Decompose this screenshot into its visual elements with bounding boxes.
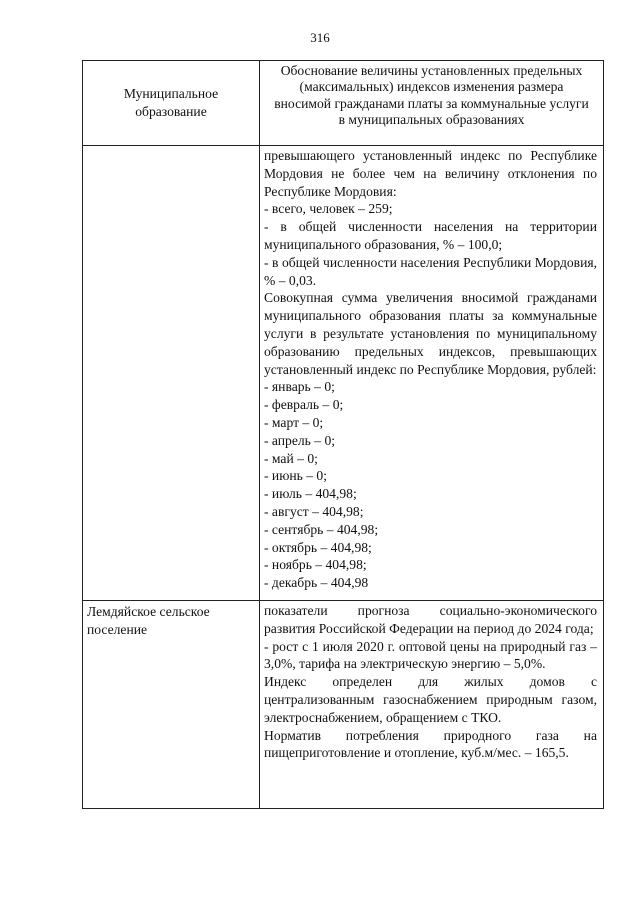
paragraph: показатели прогноза социально-экономического развития Российской Федерации на период до 2024 года; <box>264 603 597 636</box>
month-item: - январь – 0; <box>264 379 335 395</box>
month-item: - февраль – 0; <box>264 397 344 413</box>
list-item: - рост с 1 июля 2020 г. оптовой цены на природный газ – 3,0%, тарифа на электрическую энергию – 5,0%. <box>264 638 597 672</box>
header-justification-label: Обоснование величины установленных предельных (максимальных) индексов изменения размера вносимой гражданами платы за коммунальные услуги в муниципальных образованиях <box>274 63 589 128</box>
month-item: - декабрь – 404,98 <box>264 575 369 591</box>
month-item: - июнь – 0; <box>264 468 327 484</box>
month-item: - ноябрь – 404,98; <box>264 557 367 573</box>
paragraph: Индекс определен для жилых домов с централизованным газоснабжением природным газом, электроснабжением, обращением с ТКО. <box>264 674 597 725</box>
month-item: - сентябрь – 404,98; <box>264 521 379 537</box>
paragraph: превышающего установленный индекс по Республике Мордовия не более чем на величину отклонения по Республике Мордовия: <box>264 148 597 199</box>
justification-cell <box>260 146 604 601</box>
header-municipality-label: Муниципальное образование <box>123 86 219 119</box>
table-header-row <box>83 61 604 146</box>
list-item: - в общей численности населения на территории муниципального образования, % – 100,0; <box>264 219 597 252</box>
month-item: - июль – 404,98; <box>264 486 357 502</box>
table-row <box>83 146 604 601</box>
month-item: - август – 404,98; <box>264 503 364 519</box>
header-municipality <box>83 61 260 146</box>
header-justification <box>260 61 604 146</box>
month-item: - октябрь – 404,98; <box>264 539 372 555</box>
paragraph: Совокупная сумма увеличения вносимой гражданами муниципального образования платы за коммунальные услуги в результате установления по муниципальному образованию предельных индексов, превышающих установленный индекс по Республике Мордовия, рублей: <box>264 290 597 377</box>
justification-table <box>82 60 604 809</box>
list-item: - в общей численности населения Республики Мордовия, % – 0,03. <box>264 254 597 288</box>
month-item: - май – 0; <box>264 450 318 466</box>
justification-cell <box>260 601 604 809</box>
table-row <box>83 601 604 809</box>
list-item: - всего, человек – 259; <box>264 201 393 217</box>
paragraph: Норматив потребления природного газа на пищеприготовление и отопление, куб.м/мес. – 165,5. <box>264 727 597 761</box>
municipality-cell <box>83 601 260 809</box>
page-number: 316 <box>310 30 330 45</box>
month-item: - март – 0; <box>264 414 324 430</box>
month-item: - апрель – 0; <box>264 432 336 448</box>
municipality-cell <box>83 146 260 601</box>
municipality-name: Лемдяйское сельское поселение <box>87 604 210 637</box>
